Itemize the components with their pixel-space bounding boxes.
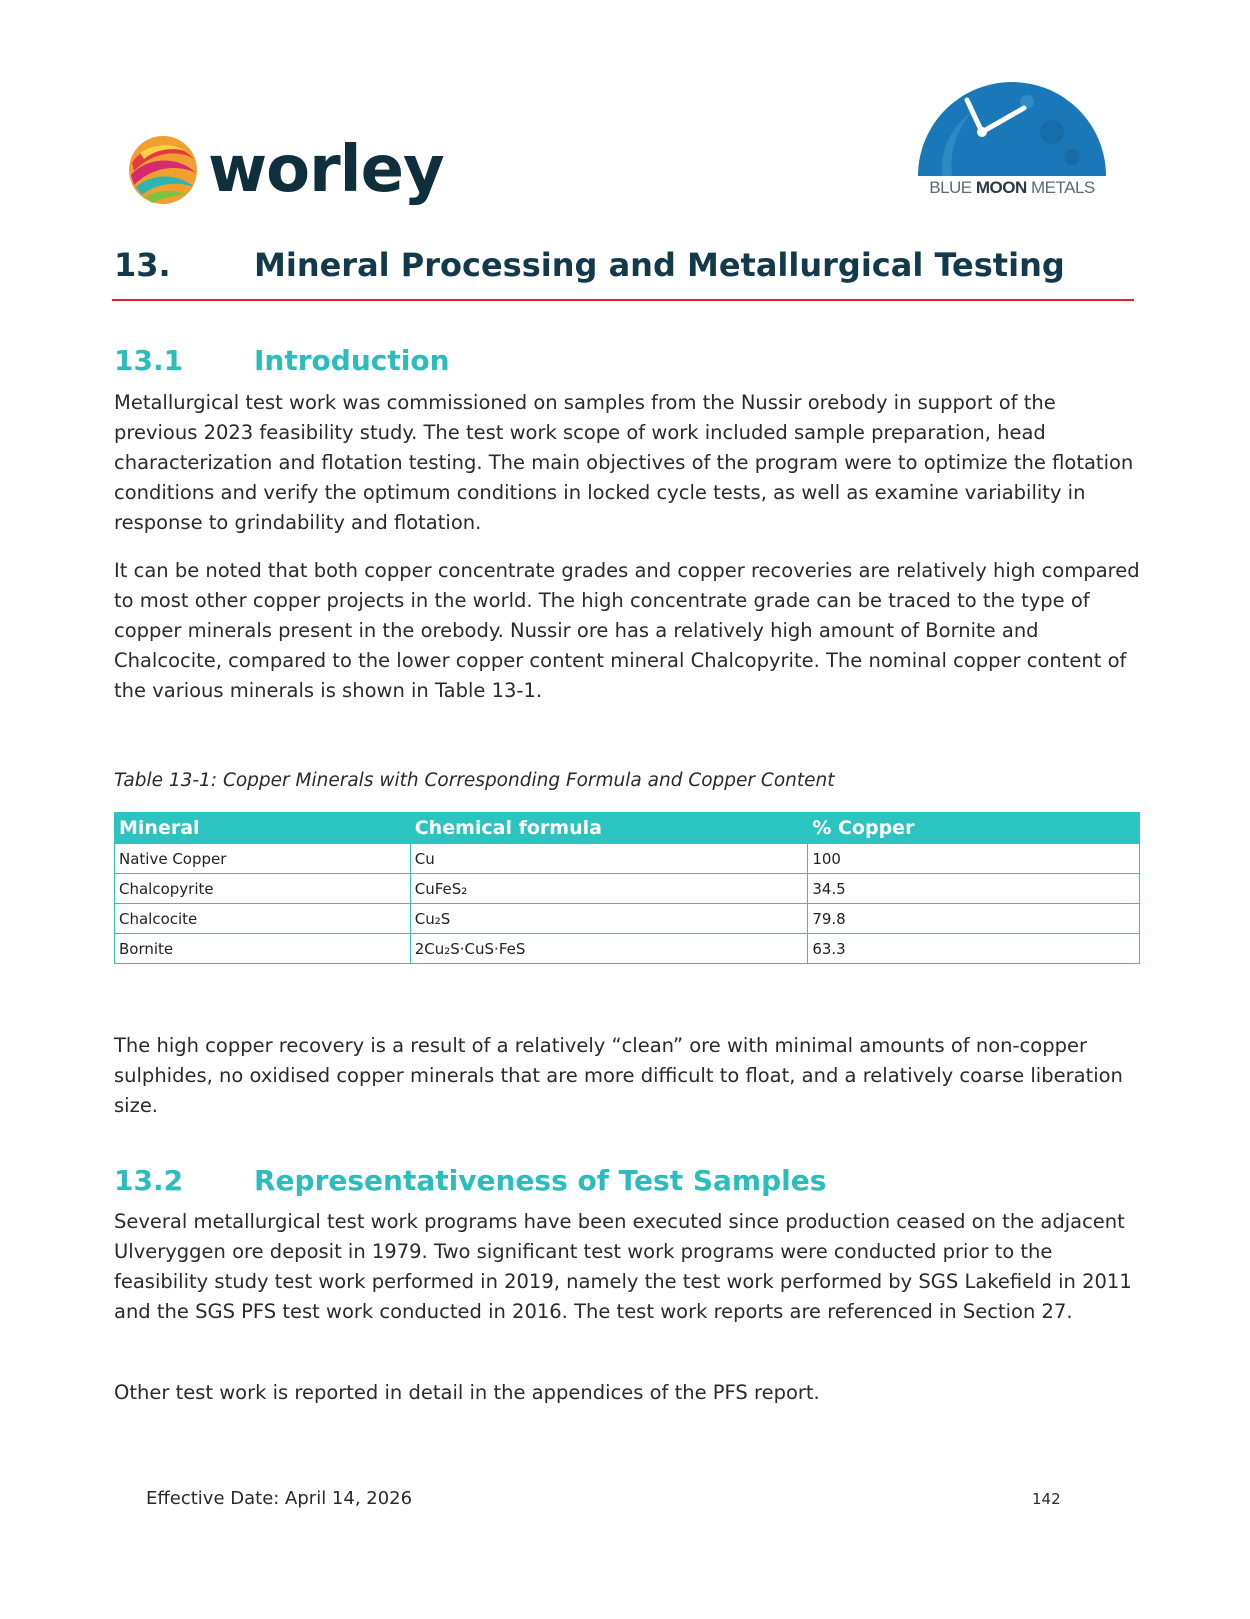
blue-moon-metals-logo: [912, 72, 1112, 207]
cell-formula: Cu₂S: [410, 904, 808, 934]
cell-formula: CuFeS₂: [410, 874, 808, 904]
cell-mineral: Bornite: [115, 934, 411, 964]
cell-mineral: Chalcocite: [115, 904, 411, 934]
cell-formula: Cu: [410, 844, 808, 874]
heading-rule: [112, 299, 1134, 301]
blue-moon-metals-wordmark: BLUE MOON METALS: [929, 178, 1095, 197]
cell-mineral: Native Copper: [115, 844, 411, 874]
table-row: [115, 904, 1140, 934]
cell-mineral: Chalcopyrite: [115, 874, 411, 904]
cell-copper: 63.3: [808, 934, 1140, 964]
worley-swirl-icon: [126, 133, 200, 207]
table-header-row: [115, 813, 1140, 844]
cell-copper: 34.5: [808, 874, 1140, 904]
section-title: Mineral Processing and Metallurgical Testing: [254, 246, 1065, 284]
worley-logo: [126, 130, 444, 210]
paragraph-representativeness-1: Several metallurgical test work programs have been executed since production ceased on the adjacent Ulveryggen ore deposit in 1979. Two significant test work programs were conducted prior to the feasibility study test work performed in 2019, namely the test work performed by SGS Lakefield in 2011 and the SGS PFS test work conducted in 2016. The test work reports are referenced in Section 27.: [114, 1210, 1132, 1323]
section-number: 13.: [114, 246, 171, 284]
cell-formula: 2Cu₂S·CuS·FeS: [410, 934, 808, 964]
table-caption: Table 13-1: Copper Minerals with Corresponding Formula and Copper Content: [114, 770, 835, 791]
subsection-number: 13.1: [114, 344, 184, 377]
column-header-copper-percent: % Copper: [808, 813, 1140, 844]
subsection-title: Introduction: [254, 344, 450, 377]
copper-minerals-table: [114, 812, 1140, 964]
column-header-chemical-formula: Chemical formula: [410, 813, 808, 844]
table-row: [115, 844, 1140, 874]
subsection-title: Representativeness of Test Samples: [254, 1164, 827, 1197]
paragraph-introduction-2: It can be noted that both copper concentrate grades and copper recoveries are relatively high compared to most other copper projects in the world. The high concentrate grade can be traced to the type of copper minerals present in the orebody. Nussir ore has a relatively high amount of Bornite and Chalcocite, compared to the lower copper content mineral Chalcopyrite. The nominal copper content of the various minerals is shown in Table 13-1.: [114, 559, 1140, 702]
footer-effective-date: Effective Date: April 14, 2026: [146, 1488, 413, 1509]
table-row: [115, 874, 1140, 904]
paragraph-introduction-1: Metallurgical test work was commissioned on samples from the Nussir orebody in support of the previous 2023 feasibility study. The test work scope of work included sample preparation, head characterization and flotation testing. The main objectives of the program were to optimize the flotation conditions and verify the optimum conditions in locked cycle tests, as well as examine variability in response to grindability and flotation.: [114, 391, 1134, 534]
worley-wordmark: worley: [208, 133, 444, 207]
subsection-number: 13.2: [114, 1164, 184, 1197]
footer-page-number: 142: [1032, 1490, 1061, 1508]
paragraph-representativeness-2: Other test work is reported in detail in the appendices of the PFS report.: [114, 1381, 820, 1404]
paragraph-copper-recovery: The high copper recovery is a result of a relatively “clean” ore with minimal amounts of non-copper sulphides, no oxidised copper minerals that are more difficult to float, and a relatively coarse liberation size.: [114, 1034, 1123, 1117]
cell-copper: 79.8: [808, 904, 1140, 934]
table-row: [115, 934, 1140, 964]
cell-copper: 100: [808, 844, 1140, 874]
subsection-heading-13-2: [114, 1164, 1134, 1200]
subsection-heading-13-1: [114, 344, 1134, 380]
column-header-mineral: Mineral: [115, 813, 411, 844]
moon-clock-icon: [912, 72, 1112, 178]
